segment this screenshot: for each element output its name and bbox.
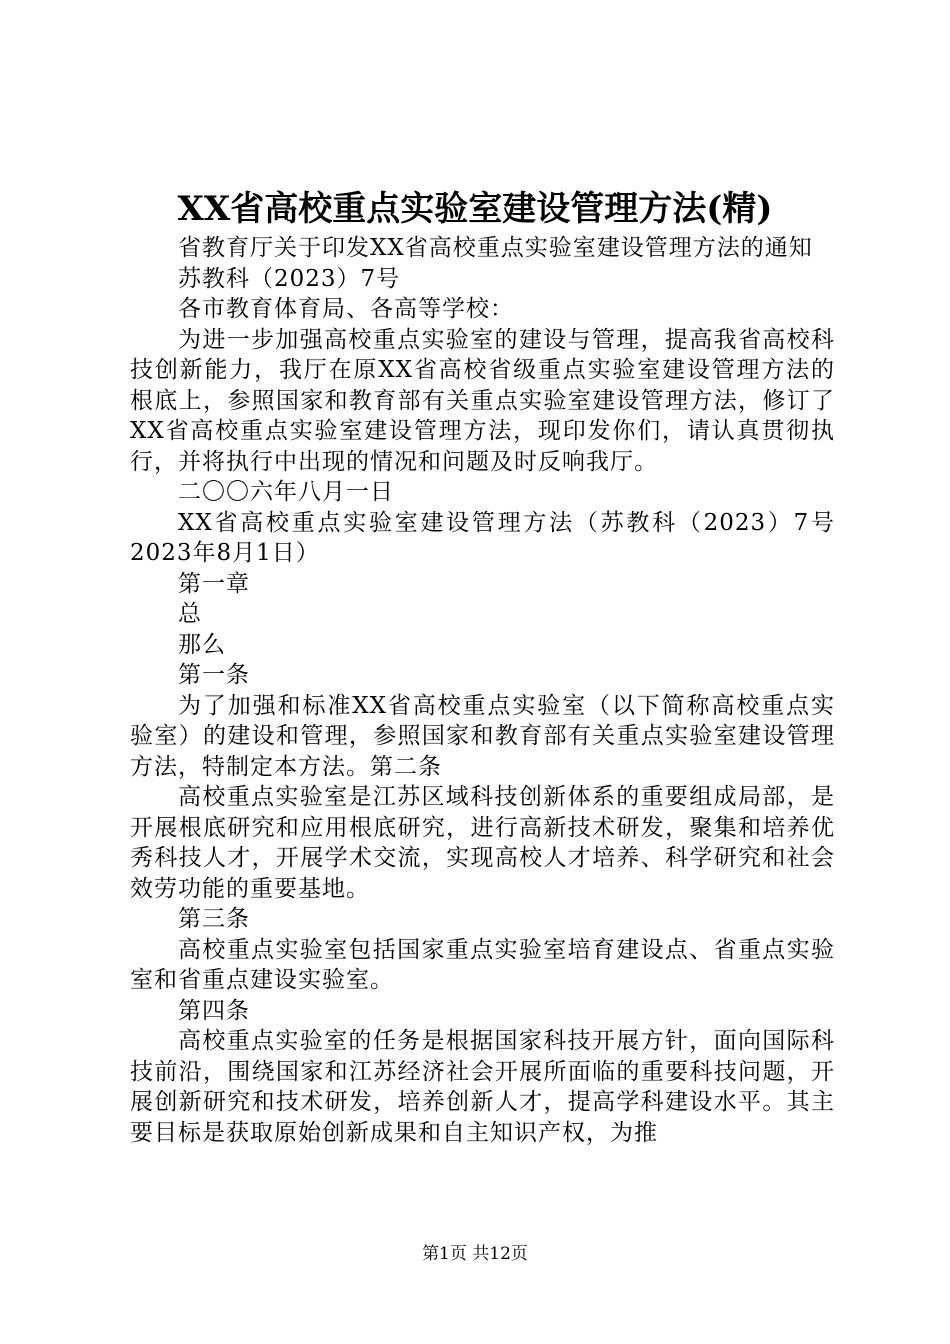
paragraph: 高校重点实验室的任务是根据国家科技开展方针，面向国际科技前沿，围绕国家和江苏经济社会开展所面临的重要科技问题，开展创新研究和技术研发，培养创新人才，提高学科建设水平。其主要目标是获取原始创新成果和自主知识产权，为推 xyxy=(130,1028,835,1146)
paragraph: 为进一步加强高校重点实验室的建设与管理，提高我省高校科技创新能力，我厅在原XX省高校省级重点实验室建设管理方法的根底上，参照国家和教育部有关重点实验室建设管理方法，修订了XX省高校重点实验室建设管理方法，现印发你们，请认真贯彻执行，并将执行中出现的情况和问题及时反响我厅。 xyxy=(130,326,835,475)
paragraph: 苏教科（2023）7号 xyxy=(178,265,401,292)
paragraph: 第三条 xyxy=(178,906,250,932)
paragraph: XX省高校重点实验室建设管理方法（苏教科（2023）7号 2023年8月1日） xyxy=(130,509,835,566)
paragraph: 为了加强和标准XX省高校重点实验室（以下简称高校重点实验室）的建设和管理，参照国家和教育部有关重点实验室建设管理方法，特制定本方法。第二条 xyxy=(130,692,835,780)
paragraph: 高校重点实验室是江苏区域科技创新体系的重要组成局部，是开展根底研究和应用根底研究，进行高新技术研发，聚集和培养优秀科技人才，开展学术交流，实现高校人才培养、科学研究和社会效劳功能的重要基地。 xyxy=(130,784,835,902)
paragraph: 二〇〇六年八月一日 xyxy=(178,479,394,505)
paragraph: 第一章 xyxy=(178,570,250,597)
paragraph: 第一条 xyxy=(178,662,250,688)
document-body xyxy=(130,233,835,1148)
paragraph: 各市教育体育局、各高等学校： xyxy=(178,296,514,322)
paragraph: 省教育厅关于印发XX省高校重点实验室建设管理方法的通知 xyxy=(178,235,813,261)
paragraph: 高校重点实验室包括国家重点实验室培育建设点、省重点实验室和省重点建设实验室。 xyxy=(130,936,835,993)
paragraph: 第四条 xyxy=(178,997,250,1024)
page-footer: 第1页 共12页 xyxy=(422,1244,528,1264)
paragraph: 那么 xyxy=(178,631,226,658)
paragraph: 总 xyxy=(178,601,202,627)
document-title: XX省高校重点实验室建设管理方法(精) xyxy=(177,189,773,229)
